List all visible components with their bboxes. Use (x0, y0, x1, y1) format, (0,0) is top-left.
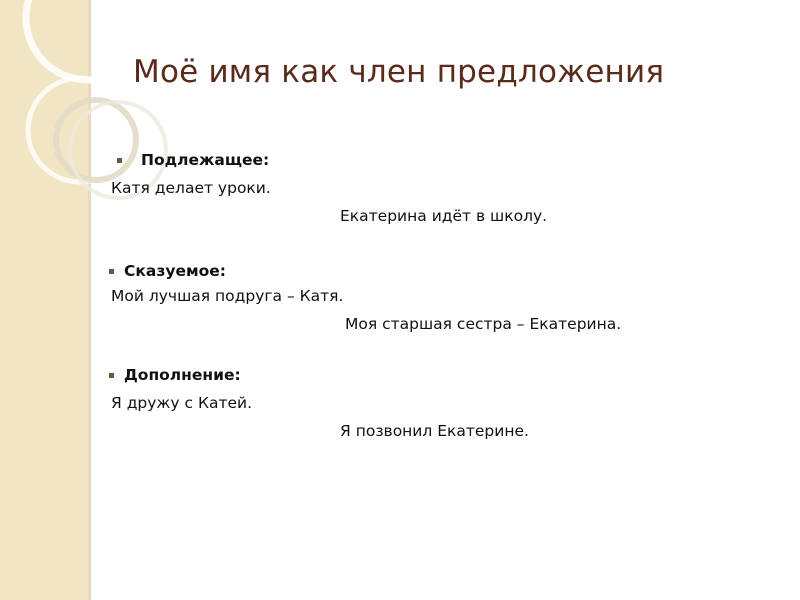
example-line: Я позвонил Екатерине. (340, 422, 529, 440)
section-heading-subject: Подлежащее: (141, 151, 270, 169)
decorative-circles-graphic (0, 0, 200, 260)
slide-title: Моё имя как член предложения (133, 54, 665, 90)
example-line: Катя делает уроки. (111, 179, 271, 197)
section-heading-predicate: Сказуемое: (124, 262, 227, 280)
example-line: Я дружу с Катей. (111, 394, 253, 412)
section-heading-object: Дополнение: (124, 366, 241, 384)
example-line: Екатерина идёт в школу. (340, 207, 548, 225)
bullet-icon (109, 269, 114, 274)
example-line: Мой лучшая подруга – Катя. (111, 287, 344, 305)
example-line: Моя старшая сестра – Екатерина. (345, 315, 622, 333)
bullet-icon (109, 373, 114, 378)
bullet-icon (117, 158, 122, 163)
